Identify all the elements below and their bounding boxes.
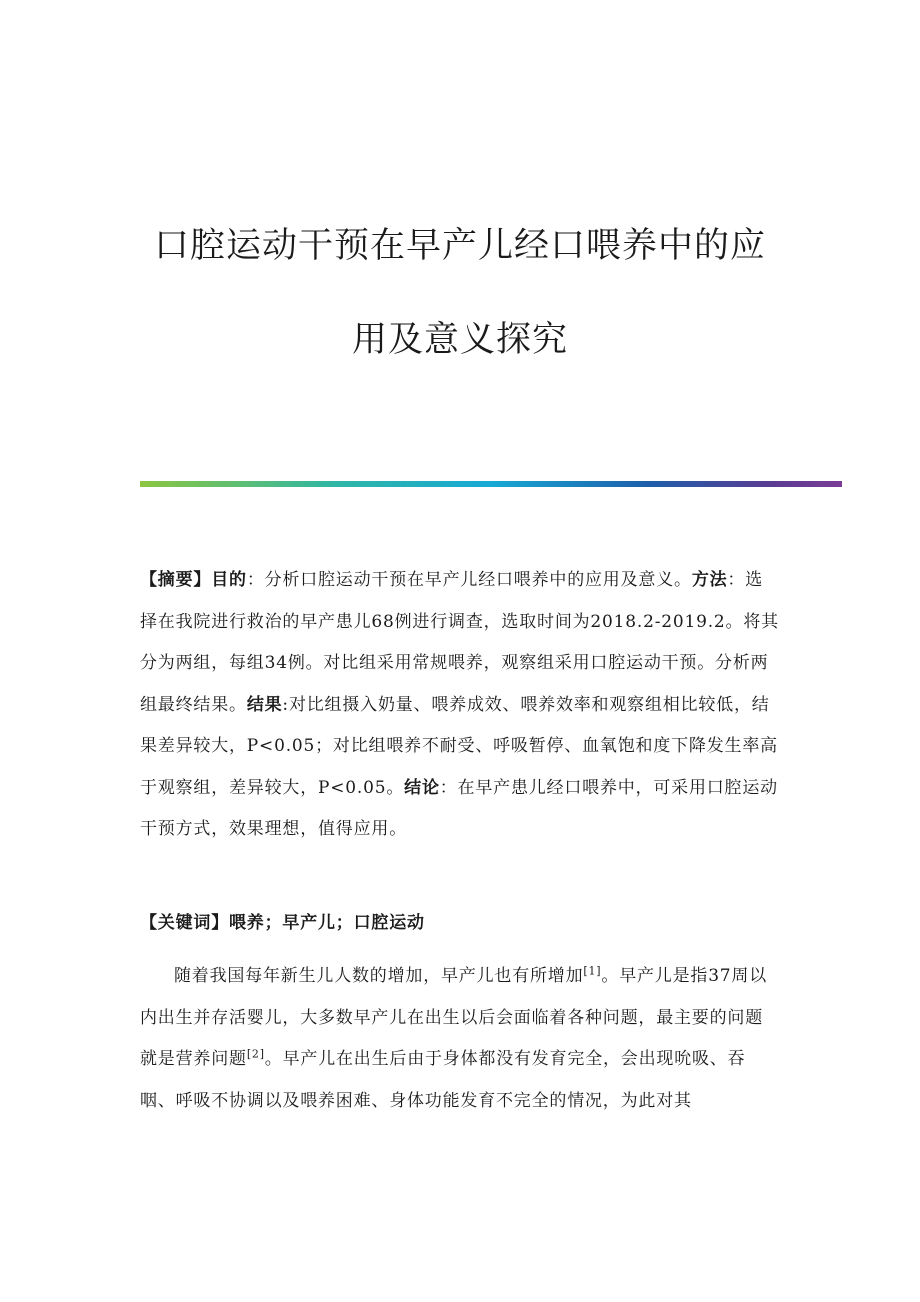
- gradient-divider: [140, 481, 842, 487]
- purpose-label: 目的: [211, 570, 247, 590]
- purpose-text: ：分析口腔运动干预在早产儿经口喂养中的应用及意义。: [246, 570, 692, 590]
- paper-title-line-2: 用及意义探究: [351, 320, 568, 360]
- intro-text-1: 随着我国每年新生儿人数的增加，早产儿也有所增加: [174, 966, 584, 986]
- intro-text-2: 。早产儿是指37周以内出生并存活婴儿，大多数早产儿在出生以后会面临着各种问题，最主要的问题就是营养问题: [140, 966, 768, 1069]
- intro-text-3: 。早产儿在出生后由于身体都没有发育完全，会出现吮吸、吞咽、呼吸不协调以及喂养困难、身体功能发育不完全的情况，为此对其: [140, 1049, 746, 1111]
- conclusion-text: ：在早产患儿经口喂养中，可采用口腔运动干预方式，效果理想，值得应用。: [140, 777, 778, 839]
- intro-paragraph: [140, 956, 780, 1122]
- abstract-label: 【摘要】: [140, 570, 212, 590]
- result-text: :对比组摄入奶量、喂养成效、喂养效率和观察组相比较低，结果差异较大，P<0.05；对比组喂养不耐受、呼吸暂停、血氧饱和度下降发生率高于观察组，差异较大，P<0.05。: [140, 694, 778, 798]
- method-text: ：选择在我院进行救治的早产患儿68例进行调查，选取时间为2018.2-2019.2。将其分为两组，每组34例。对比组采用常规喂养，观察组采用口腔运动干预。分析两组最终结果。: [140, 570, 779, 715]
- keywords-label: 【关键词】: [140, 913, 229, 933]
- citation-2[interactable]: [2]: [246, 1047, 265, 1061]
- paper-title-line-1: 口腔运动干预在早产儿经口喂养中的应: [153, 226, 766, 266]
- method-label: 方法: [691, 570, 728, 590]
- citation-1[interactable]: [1]: [583, 964, 602, 978]
- keywords: [140, 903, 780, 945]
- conclusion-label: 结论: [404, 777, 440, 798]
- keywords-text: 喂养；早产儿；口腔运动: [229, 913, 425, 933]
- result-label: 结果: [246, 694, 283, 715]
- abstract: [140, 560, 780, 851]
